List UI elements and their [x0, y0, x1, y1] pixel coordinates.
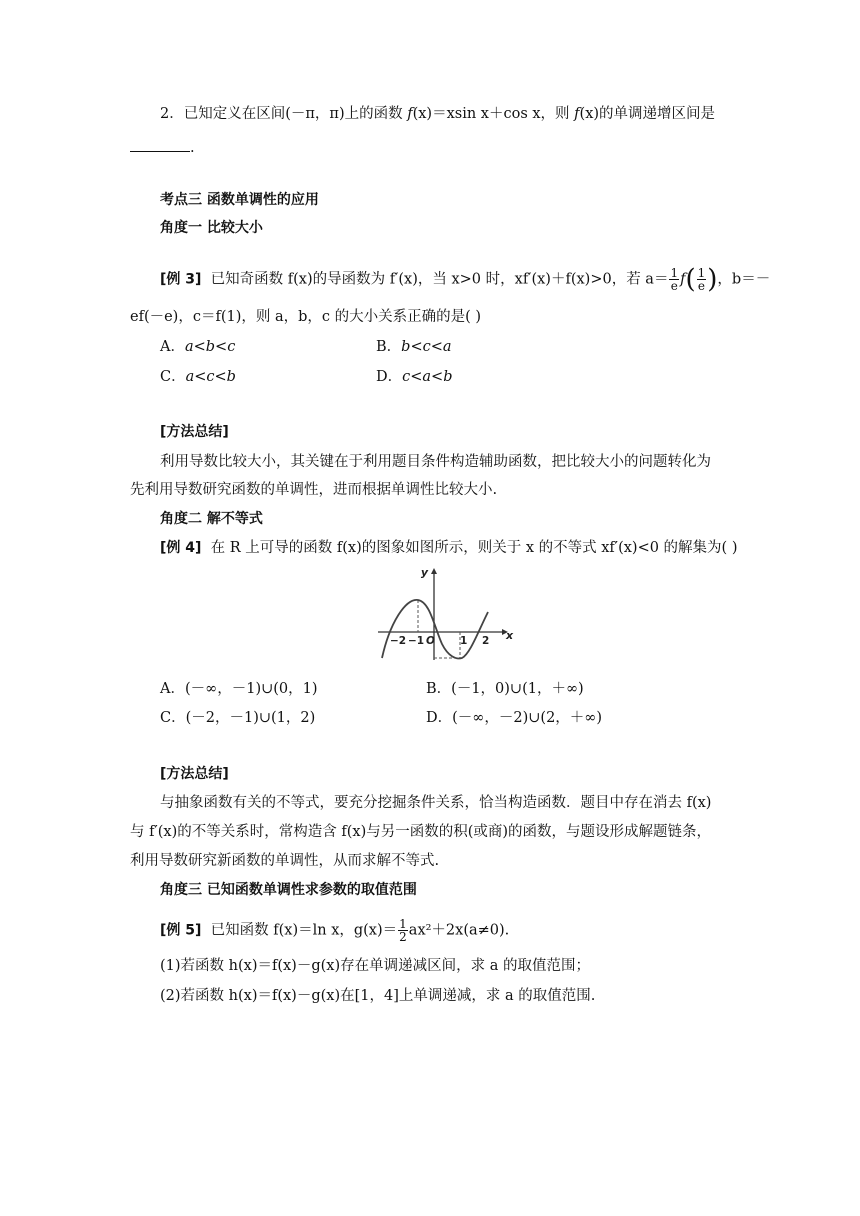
- option-c: [160, 367, 236, 387]
- inner-numerator: 1: [697, 266, 706, 280]
- fraction-one-half: [398, 918, 408, 943]
- q2-fx2: f: [574, 106, 580, 122]
- example-5-part2: (2)若函数 h(x)＝f(x)－g(x)在[1，4]上单调递减，求 a 的取值范围.: [160, 988, 596, 1004]
- fraction-1-over-e: [669, 267, 679, 292]
- method-summary-2-line1: 与抽象函数有关的不等式，要充分挖掘条件关系，恰当构造函数．题目中存在消去 f(x): [160, 795, 712, 811]
- half-numerator: 1: [399, 917, 407, 931]
- example-4-text: 在 R 上可导的函数 f(x)的图象如图所示，则关于 x 的不等式 xf′(x)<0 的解集为( ): [210, 540, 738, 556]
- option-a: [160, 337, 235, 357]
- ex4-option-b: [426, 679, 584, 699]
- ex4-option-a-text: (－∞，－1)∪(0，1): [184, 681, 318, 697]
- example-5-text1: 已知函数 f(x)＝ln x，g(x)＝: [210, 922, 398, 939]
- example-5-part1: (1)若函数 h(x)＝f(x)－g(x)存在单调递减区间，求 a 的取值范围；: [160, 958, 590, 974]
- q2-text-a: 2．已知定义在区间(－π，π)上的函数: [160, 106, 408, 122]
- tick-origin: O: [426, 635, 435, 647]
- example-3-f: f: [680, 271, 686, 288]
- q2-text-c: (x)的单调递增区间是: [579, 106, 716, 122]
- option-c-text: a<c<b: [185, 369, 236, 385]
- option-d-text: c<a<b: [402, 369, 453, 385]
- inner-denominator: e: [697, 279, 705, 293]
- example-4-line: [160, 538, 737, 558]
- x-axis-label: x: [506, 629, 514, 642]
- ex4-option-a-label: A．: [160, 681, 185, 697]
- ex4-option-b-text: (－1，0)∪(1，＋∞): [451, 681, 584, 697]
- example-5-line: [160, 918, 509, 943]
- ex4-option-c: [160, 708, 315, 728]
- function-graph: [372, 562, 522, 664]
- answer-blank: [130, 137, 190, 152]
- angle-2-heading: 角度二 解不等式: [160, 511, 263, 527]
- example-3-text1: 已知奇函数 f(x)的导函数为 f′(x)，当 x>0 时，xf′(x)＋f(x)>0，若 a＝: [210, 271, 669, 288]
- ex4-option-b-label: B．: [426, 681, 452, 697]
- question-2-line2: [130, 137, 195, 158]
- option-b-label: B．: [376, 339, 402, 355]
- angle-3-heading: 角度三 已知函数单调性求参数的取值范围: [160, 882, 417, 898]
- q2-text-b: (x)＝xsin x＋cos x，则: [412, 106, 575, 122]
- option-c-label: C．: [160, 369, 186, 385]
- example-3-tag: [例 3]: [160, 271, 202, 288]
- ex4-option-d-label: D．: [426, 710, 453, 726]
- method-summary-2-line2: 与 f′(x)的不等关系时，常构造含 f(x)与另一函数的积(或商)的函数，与题设形成解题链条，: [130, 824, 712, 840]
- frac-numerator: 1: [670, 266, 679, 280]
- tick-neg2: −2: [390, 635, 407, 647]
- method-summary-1-line2: 先利用导数研究函数的单调性，进而根据单调性比较大小.: [130, 482, 498, 498]
- ex4-option-c-text: (－2，－1)∪(1，2): [185, 710, 316, 726]
- example-3-line2: ef(－e)，c＝f(1)，则 a，b，c 的大小关系正确的是( ): [130, 309, 482, 325]
- fraction-inner: [697, 267, 707, 292]
- tick-2: 2: [482, 635, 490, 647]
- q2-end: .: [190, 140, 195, 156]
- bracket-left: (: [685, 264, 696, 295]
- ex4-option-d: [426, 708, 602, 728]
- q2-fx1: f: [407, 106, 413, 122]
- option-a-text: a<b<c: [184, 339, 236, 355]
- frac-denominator: e: [670, 279, 678, 293]
- example-3-text2: ，b＝－: [717, 271, 771, 288]
- option-d: [376, 367, 453, 387]
- y-axis-arrow: [431, 568, 437, 574]
- method-summary-1-line1: 利用导数比较大小，其关键在于利用题目条件构造辅助函数，把比较大小的问题转化为: [160, 454, 711, 470]
- question-2-line1: [160, 104, 715, 124]
- ex4-option-c-label: C．: [160, 710, 186, 726]
- option-a-label: A．: [160, 339, 185, 355]
- section-title: 考点三 函数单调性的应用: [160, 192, 319, 208]
- angle-1-heading: 角度一 比较大小: [160, 220, 263, 236]
- half-denominator: 2: [399, 930, 407, 944]
- tick-neg1: −1: [408, 635, 425, 647]
- method-summary-1-tag: [方法总结]: [160, 424, 229, 440]
- method-summary-2-tag: [方法总结]: [160, 766, 229, 782]
- method-summary-2-line3: 利用导数研究新函数的单调性，从而求解不等式.: [130, 853, 440, 869]
- function-curve: [382, 600, 488, 659]
- bracket-right: ): [707, 264, 718, 295]
- example-5-text2: ax²＋2x(a≠0).: [408, 922, 510, 939]
- y-axis-label: y: [420, 566, 428, 579]
- example-4-tag: [例 4]: [160, 540, 202, 556]
- ex4-option-d-text: (－∞，－2)∪(2，＋∞): [452, 710, 603, 726]
- option-b-text: b<c<a: [401, 339, 452, 355]
- ex4-option-a: [160, 679, 318, 699]
- option-b: [376, 337, 452, 357]
- example-3-line1: [160, 264, 771, 295]
- tick-1: 1: [460, 635, 468, 647]
- option-d-label: D．: [376, 369, 403, 385]
- example-5-tag: [例 5]: [160, 922, 202, 939]
